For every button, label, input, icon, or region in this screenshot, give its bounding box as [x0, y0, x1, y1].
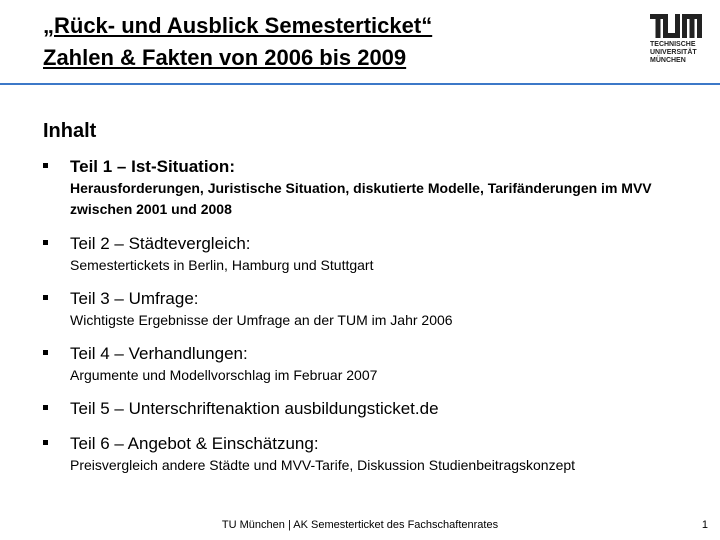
section-heading: Inhalt: [43, 120, 97, 142]
toc-item-title: Teil 5 – Unterschriftenaktion ausbildungsticket.de: [70, 399, 439, 418]
toc-item-description: Argumente und Modellvorschlag im Februar 2007: [70, 367, 378, 383]
title-line-2: Zahlen & Fakten von 2006 bis 2009: [43, 45, 407, 70]
toc-item-1: [43, 156, 703, 220]
toc-item-description: Preisvergleich andere Städte und MVV-Tarife, Diskussion Studienbeitragskonzept: [70, 457, 576, 473]
tum-logo-icon: [650, 14, 702, 38]
page-number: 1: [701, 519, 708, 531]
toc-item-description: Herausforderungen, Juristische Situation, diskutierte Modelle, Tarifänderungen im MVV zwischen 2001 und 2008: [70, 180, 652, 217]
logo-text-line-2: UNIVERSITÄT: [650, 49, 697, 56]
tum-logo: [650, 14, 702, 65]
bullet-icon: [43, 295, 48, 300]
toc-item-4: [43, 343, 703, 386]
bullet-icon: [43, 440, 48, 445]
toc-item-title: Teil 1 – Ist-Situation:: [70, 157, 235, 176]
toc-item-2: [43, 233, 703, 276]
toc-item-description: Wichtigste Ergebnisse der Umfrage an der TUM im Jahr 2006: [70, 312, 453, 328]
footer-text: TU München | AK Semesterticket des Fachschaftenrates: [221, 519, 499, 531]
bullet-icon: [43, 405, 48, 410]
logo-text-line-3: MÜNCHEN: [650, 57, 686, 64]
toc-item-title: Teil 2 – Städtevergleich:: [70, 234, 251, 253]
toc-item-title: Teil 6 – Angebot & Einschätzung:: [70, 434, 319, 453]
logo-text: [650, 41, 702, 65]
slide-title: [43, 10, 603, 74]
toc-item-title: Teil 3 – Umfrage:: [70, 289, 199, 308]
table-of-contents: [43, 156, 703, 476]
bullet-icon: [43, 240, 48, 245]
toc-item-6: [43, 433, 703, 476]
toc-item-title: Teil 4 – Verhandlungen:: [70, 344, 248, 363]
logo-text-line-1: TECHNISCHE: [650, 41, 696, 48]
toc-item-3: [43, 288, 703, 331]
toc-item-description: Semestertickets in Berlin, Hamburg und Stuttgart: [70, 257, 374, 273]
title-line-1: „Rück- und Ausblick Semesterticket“: [43, 13, 433, 38]
bullet-icon: [43, 163, 48, 168]
bullet-icon: [43, 350, 48, 355]
toc-item-5: [43, 398, 703, 420]
header-divider: [0, 83, 720, 85]
